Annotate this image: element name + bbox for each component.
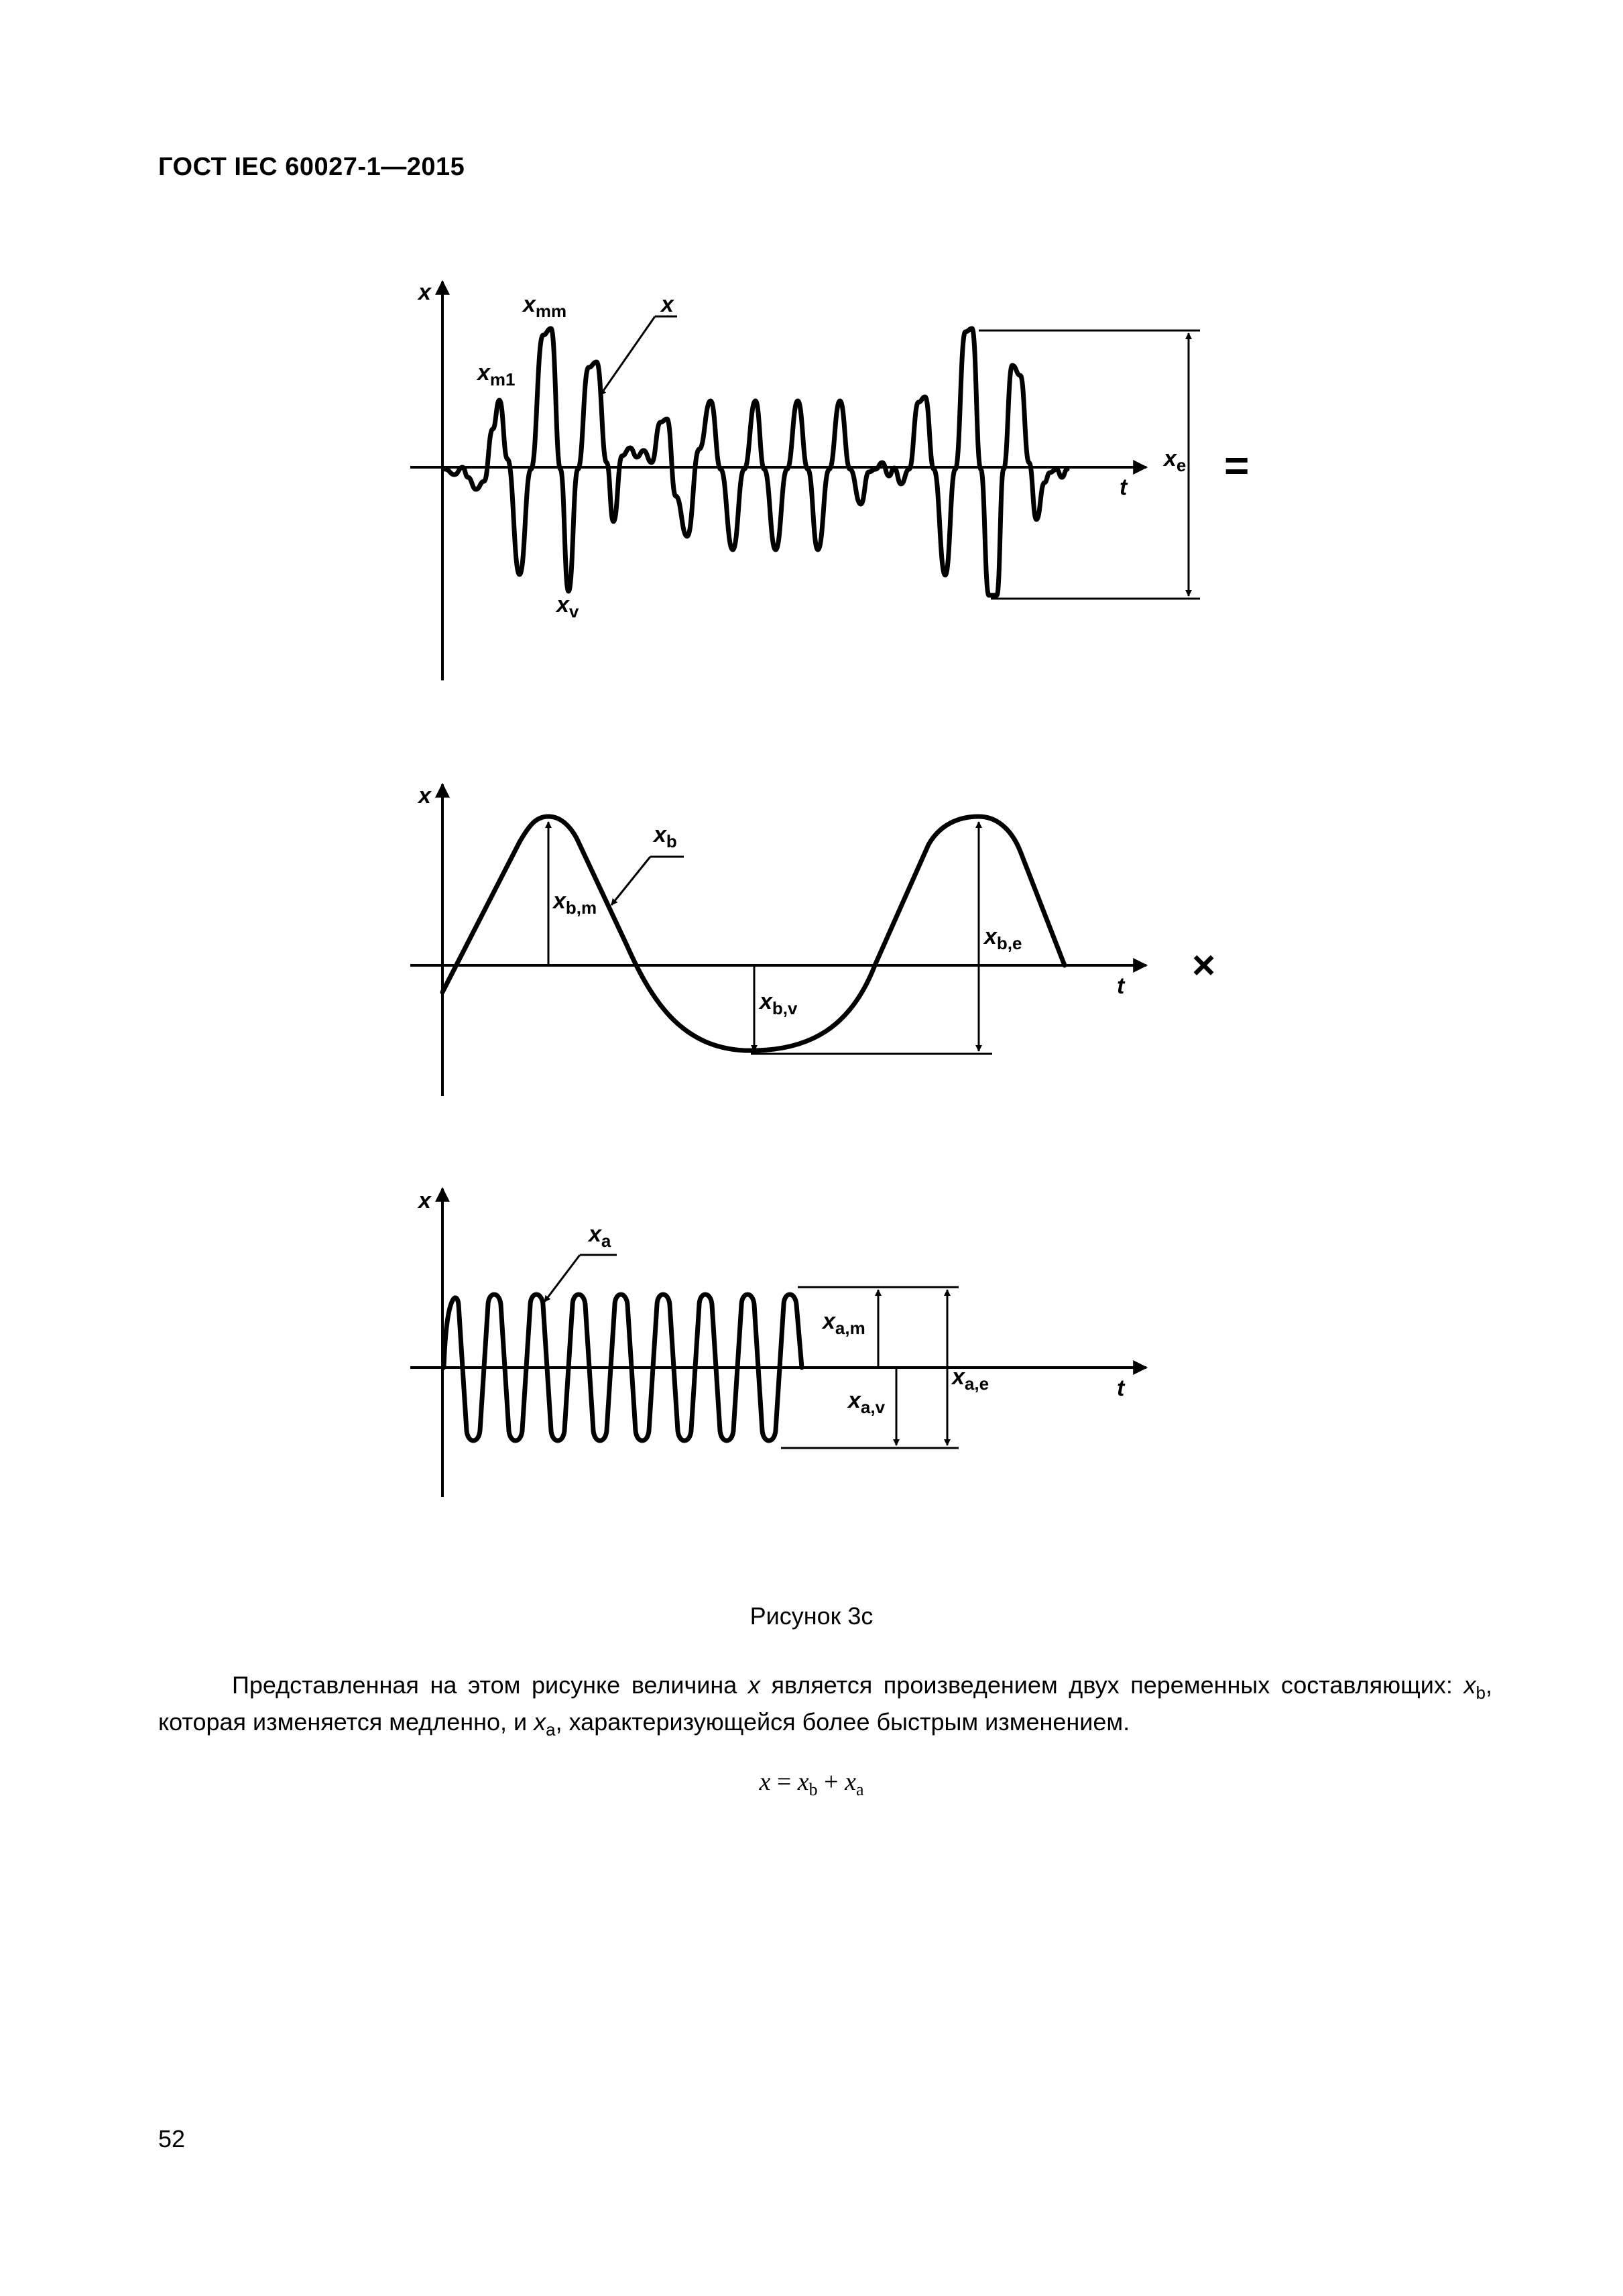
graph-x bbox=[410, 280, 1200, 680]
graph3-label-xae: $x_{a,e}$ bbox=[952, 1364, 989, 1394]
variable-xa-sub: a bbox=[546, 1719, 556, 1740]
figure-caption: Рисунок 3с bbox=[749, 1602, 874, 1630]
graph1-label-xmm: $x_{mm}$ bbox=[523, 292, 567, 321]
graph2-label-xbv: $x_{b,v}$ bbox=[760, 989, 798, 1018]
graph1-label-x: x bbox=[661, 292, 674, 317]
text-segment: является произведением двух переменных составляющих: bbox=[760, 1671, 1464, 1699]
page-number: 52 bbox=[158, 2125, 186, 2153]
graph1-label-xv: $x_v$ bbox=[556, 592, 579, 621]
equals-operator: = bbox=[1224, 441, 1250, 489]
graph3-label-xa: $x_a$ bbox=[589, 1221, 611, 1251]
variable-xb: x bbox=[1463, 1671, 1476, 1699]
formula-term-a: x bbox=[845, 1768, 856, 1796]
variable-xb-sub: b bbox=[1476, 1683, 1486, 1703]
graph2-x-axis-label: t bbox=[1117, 973, 1125, 999]
graph2-label-xb-leader bbox=[611, 857, 650, 905]
graph3-x-axis-label: t bbox=[1117, 1376, 1125, 1401]
graph1-x-axis-label: t bbox=[1120, 475, 1128, 500]
graph3-label-xav: $x_{a,v}$ bbox=[848, 1388, 886, 1417]
formula-lhs: x bbox=[759, 1768, 771, 1796]
body-paragraph bbox=[158, 1667, 1492, 1740]
document-header: ГОСТ IEC 60027-1—2015 bbox=[158, 153, 465, 181]
graph3-label-xam: $x_{a,m}$ bbox=[823, 1309, 865, 1338]
graph3-y-axis-label: x bbox=[418, 1188, 431, 1213]
graph1-curve-x bbox=[445, 328, 1067, 595]
formula-term-a-sub: a bbox=[855, 1780, 864, 1799]
text-segment: , характеризующейся более быстрым изменением. bbox=[555, 1708, 1130, 1736]
graph1-label-x-leader bbox=[600, 316, 655, 396]
formula-term-b-sub: b bbox=[808, 1780, 818, 1799]
graph2-y-axis-label: x bbox=[418, 783, 431, 808]
text-segment: Представленная на этом рисунке величина bbox=[232, 1671, 748, 1699]
graph-xb bbox=[410, 783, 1146, 1096]
text-segment: , которая изменяется медленно, и bbox=[158, 1671, 1493, 1736]
formula-equals: = bbox=[770, 1768, 798, 1796]
graph1-y-axis-label: x bbox=[418, 280, 431, 305]
times-operator: × bbox=[1192, 943, 1216, 987]
variable-xa: x bbox=[534, 1708, 546, 1736]
variable-x: x bbox=[747, 1671, 760, 1699]
graph2-label-xbe: $x_{b,e}$ bbox=[984, 924, 1022, 953]
graph2-label-xbm: $x_{b,m}$ bbox=[553, 888, 597, 918]
graph-xa bbox=[410, 1188, 1146, 1497]
graph1-label-xe: $x_e$ bbox=[1164, 446, 1187, 475]
graph1-label-xm1: $x_{m1}$ bbox=[477, 360, 516, 389]
formula bbox=[0, 1767, 1623, 1797]
formula-term-b: x bbox=[797, 1768, 809, 1796]
formula-plus: + bbox=[817, 1768, 845, 1796]
graph2-label-xb: $x_b$ bbox=[654, 822, 677, 851]
